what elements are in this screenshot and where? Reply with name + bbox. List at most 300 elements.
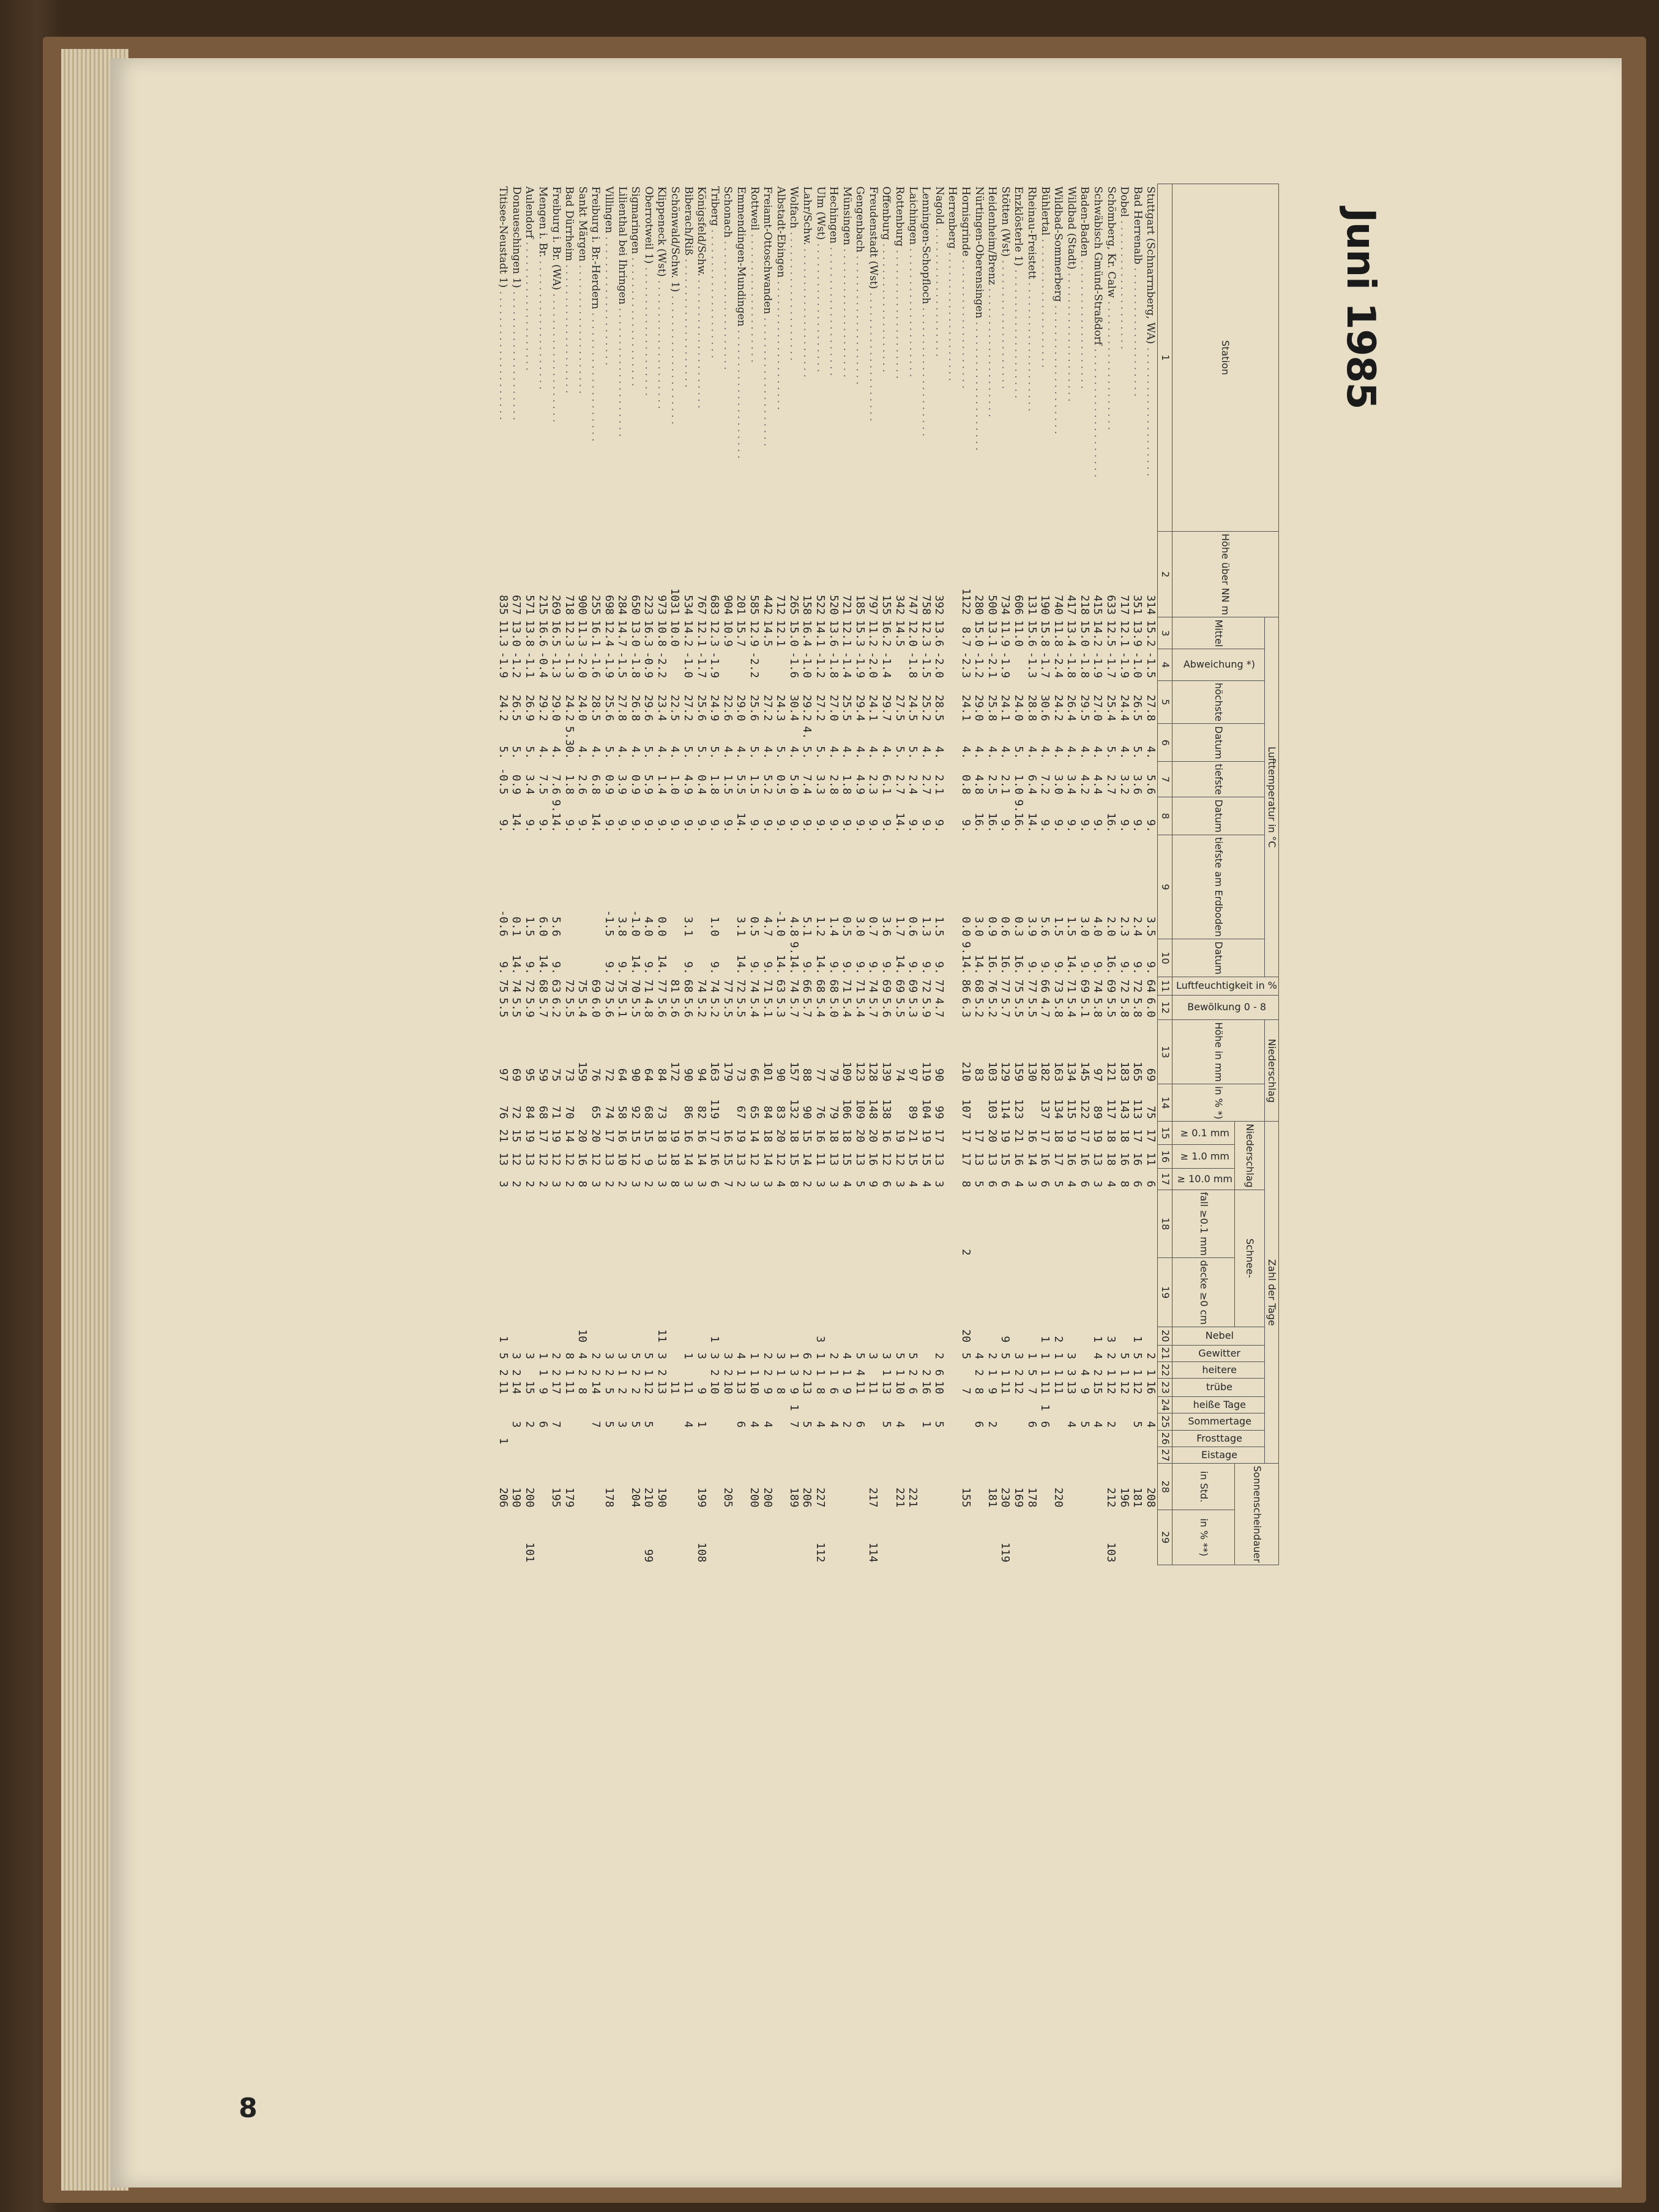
table-cell: 5 bbox=[853, 1180, 867, 1188]
table-cell: 9. bbox=[748, 961, 761, 975]
table-cell: 29.6 bbox=[642, 695, 655, 721]
table-cell bbox=[972, 1190, 986, 1258]
table-cell bbox=[946, 724, 960, 762]
table-cell: 3 bbox=[496, 1180, 510, 1188]
table-cell: 5.8 bbox=[1117, 997, 1131, 1018]
table-cell: 28.5 bbox=[933, 695, 946, 721]
table-cell: 17 bbox=[1051, 1152, 1065, 1166]
table-cell: 9. bbox=[523, 961, 536, 975]
table-cell: 200 bbox=[748, 1488, 761, 1508]
table-cell: 12.4 bbox=[602, 620, 616, 647]
table-cell: 5.5 bbox=[1025, 997, 1038, 1018]
table-cell bbox=[628, 1430, 642, 1447]
table-cell: 9. bbox=[761, 819, 774, 833]
table-cell: 3.1 bbox=[682, 916, 695, 937]
table-cell bbox=[880, 1510, 893, 1565]
table-cell: 9. bbox=[1091, 961, 1105, 975]
table-cell: -1.9 bbox=[602, 651, 616, 679]
table-cell: 4. bbox=[576, 746, 589, 759]
table-cell: 522 bbox=[814, 595, 827, 615]
table-cell bbox=[668, 1447, 682, 1464]
table-row bbox=[616, 184, 629, 1565]
table-cell: 12 bbox=[1105, 1380, 1118, 1395]
table-cell bbox=[536, 1327, 550, 1345]
table-cell: 4.0 bbox=[1091, 916, 1105, 937]
table-cell bbox=[761, 649, 774, 680]
table-cell: 3 bbox=[616, 1421, 629, 1428]
table-cell: 1031 bbox=[668, 588, 682, 615]
table-cell: 5.7 bbox=[999, 997, 1012, 1018]
table-cell: 143 bbox=[1117, 1099, 1131, 1119]
table-cell bbox=[800, 1430, 814, 1447]
table-cell: 71 bbox=[642, 979, 655, 993]
table-cell: 13 bbox=[655, 1380, 668, 1395]
table-cell: 103 bbox=[985, 1099, 999, 1119]
table-cell bbox=[1091, 1510, 1105, 1565]
table-cell: 1 bbox=[1144, 1369, 1157, 1376]
table-cell bbox=[682, 1430, 695, 1447]
table-cell bbox=[695, 939, 708, 977]
table-cell: 4. bbox=[1117, 746, 1131, 759]
table-cell: 5.6 bbox=[602, 997, 616, 1018]
table-cell: 16 bbox=[682, 1129, 695, 1142]
table-cell: 106 bbox=[840, 1099, 854, 1119]
table-cell: 4 bbox=[827, 1421, 840, 1428]
table-cell: 6 bbox=[985, 1180, 999, 1188]
table-cell: 3 bbox=[748, 1180, 761, 1188]
table-cell bbox=[734, 1464, 748, 1510]
table-cell: 12 bbox=[510, 1152, 523, 1166]
table-cell bbox=[576, 1190, 589, 1258]
table-cell: 2 bbox=[985, 1352, 999, 1360]
table-cell bbox=[1131, 1258, 1144, 1327]
table-cell bbox=[999, 1190, 1012, 1258]
zahl-der-tage-header: Zahl der Tage bbox=[1264, 1122, 1278, 1464]
table-cell bbox=[893, 1447, 906, 1464]
table-cell bbox=[959, 1413, 972, 1430]
table-cell: 8 bbox=[774, 1387, 788, 1395]
table-cell: 27.2 bbox=[761, 695, 774, 721]
table-cell bbox=[1131, 1447, 1144, 1464]
table-cell: 2.4 bbox=[1131, 916, 1144, 937]
table-cell: 5.1 bbox=[1078, 997, 1091, 1018]
table-cell: 69 bbox=[510, 1068, 523, 1082]
table-cell: 72 bbox=[734, 979, 748, 993]
table-cell bbox=[840, 1258, 854, 1327]
table-cell bbox=[959, 1510, 972, 1565]
table-cell bbox=[1038, 1190, 1052, 1258]
table-cell: 9. bbox=[616, 819, 629, 833]
table-cell: 64 bbox=[616, 1068, 629, 1082]
table-cell: 4.0 bbox=[642, 916, 655, 937]
table-cell bbox=[668, 649, 682, 680]
table-cell bbox=[800, 1396, 814, 1413]
table-cell: 6 bbox=[1025, 1421, 1038, 1428]
station-name: Aulendorf . . . bbox=[523, 184, 537, 532]
table-cell: 13 bbox=[800, 1380, 814, 1395]
table-cell bbox=[985, 1258, 999, 1327]
table-row bbox=[933, 184, 946, 1565]
table-cell bbox=[589, 1430, 603, 1447]
table-cell: 25.5 bbox=[840, 695, 854, 721]
table-cell: 14. bbox=[734, 813, 748, 833]
table-cell bbox=[840, 1464, 854, 1510]
table-cell: 71 bbox=[853, 979, 867, 993]
table-cell bbox=[523, 1447, 537, 1464]
table-cell: 2 bbox=[602, 1369, 616, 1376]
table-cell: 9. bbox=[523, 819, 536, 833]
table-cell: -1.3 bbox=[562, 651, 576, 679]
table-cell: 1 bbox=[695, 1421, 708, 1428]
table-cell bbox=[827, 1447, 840, 1464]
table-cell: 1 bbox=[774, 1369, 788, 1376]
table-cell: 172 bbox=[668, 1062, 682, 1082]
table-cell: 1.8 bbox=[708, 774, 721, 795]
table-cell: 29.5 bbox=[1078, 695, 1091, 721]
table-cell: 4. bbox=[628, 746, 642, 759]
table-cell: 74 bbox=[1091, 979, 1105, 993]
ns-01-header bbox=[1172, 1122, 1235, 1145]
table-cell: 169 bbox=[1012, 1488, 1025, 1508]
station-name: Hechingen . . . bbox=[827, 184, 840, 532]
table-cell bbox=[748, 1447, 761, 1464]
table-cell: 3.0 bbox=[1051, 774, 1065, 795]
table-cell: 15.0 bbox=[1078, 620, 1091, 647]
table-cell: 68 bbox=[827, 979, 840, 993]
table-cell: 24.0 bbox=[1012, 695, 1025, 721]
table-cell: 20 bbox=[774, 1129, 788, 1142]
table-cell: 5 bbox=[1078, 1421, 1091, 1428]
table-cell: 17 bbox=[959, 1152, 972, 1166]
table-cell: 101 bbox=[761, 1062, 774, 1082]
table-cell: 5.4 bbox=[840, 997, 854, 1018]
table-cell bbox=[721, 1327, 735, 1345]
table-cell: 5. bbox=[510, 746, 523, 759]
table-cell: 10 bbox=[748, 1380, 761, 1395]
table-cell: 11 bbox=[682, 1380, 695, 1395]
table-cell bbox=[946, 1145, 960, 1168]
table-cell: 89 bbox=[906, 1106, 920, 1119]
table-cell: 3 bbox=[787, 1369, 800, 1376]
table-cell: 3.0 bbox=[1078, 916, 1091, 937]
table-cell: 0.9 bbox=[985, 916, 999, 937]
table-cell bbox=[972, 1510, 986, 1565]
table-cell: 16 bbox=[1065, 1152, 1078, 1166]
table-cell: 12.3 bbox=[708, 620, 721, 647]
table-cell: 2 bbox=[642, 1180, 655, 1188]
table-cell: 112 bbox=[814, 1542, 827, 1563]
table-cell: 6.1 bbox=[880, 774, 893, 795]
table-cell: 2 bbox=[562, 1180, 576, 1188]
station-name: Rottenburg . . . bbox=[893, 184, 906, 532]
table-cell bbox=[616, 1258, 629, 1327]
table-cell bbox=[1051, 1510, 1065, 1565]
table-row bbox=[1144, 184, 1158, 1565]
table-cell: 1.2 bbox=[814, 916, 827, 937]
station-name: Villingen . . . bbox=[602, 184, 616, 532]
table-cell: 5. bbox=[748, 746, 761, 759]
table-cell: 73 bbox=[1051, 979, 1065, 993]
datum-header-3: Datum bbox=[1172, 939, 1264, 977]
table-cell: 698 bbox=[602, 595, 616, 615]
table-cell: 3 bbox=[682, 1180, 695, 1188]
table-cell bbox=[893, 1430, 906, 1447]
table-cell: 3 bbox=[814, 1180, 827, 1188]
table-cell bbox=[919, 1464, 933, 1510]
table-cell bbox=[1131, 1430, 1144, 1447]
table-cell: 5 bbox=[602, 1421, 616, 1428]
table-cell: 9.14. bbox=[787, 941, 800, 975]
table-cell: 5.30. bbox=[562, 726, 576, 759]
table-cell: 12.1 bbox=[695, 620, 708, 647]
column-number: 6 bbox=[1158, 724, 1172, 762]
table-cell bbox=[1025, 1510, 1038, 1565]
table-cell: 9. bbox=[708, 819, 721, 833]
table-cell: 71 bbox=[1065, 979, 1078, 993]
table-cell: 1 bbox=[787, 1404, 800, 1411]
table-cell: 5 bbox=[893, 1352, 906, 1360]
table-cell: 14. bbox=[1065, 955, 1078, 975]
table-cell bbox=[682, 1447, 695, 1464]
table-cell: 5. bbox=[642, 746, 655, 759]
table-cell: 68 bbox=[814, 979, 827, 993]
table-cell: -1.0 bbox=[800, 651, 814, 679]
table-cell: 68 bbox=[642, 1106, 655, 1119]
table-cell: 28.8 bbox=[1025, 695, 1038, 721]
table-row bbox=[1038, 184, 1052, 1565]
table-cell: 14.1 bbox=[814, 620, 827, 647]
table-row bbox=[827, 184, 840, 1565]
ns-10-label: ≥ 1.0 mm bbox=[1180, 1150, 1229, 1162]
table-cell: 195 bbox=[550, 1488, 563, 1508]
ns-100-label: ≥ 10.0 mm bbox=[1177, 1172, 1232, 1185]
column-number: 24 bbox=[1158, 1396, 1172, 1413]
table-cell bbox=[946, 1379, 960, 1397]
table-cell bbox=[576, 1258, 589, 1327]
table-cell: 101 bbox=[523, 1542, 536, 1563]
table-cell: 12 bbox=[1131, 1380, 1144, 1395]
table-cell: 14 bbox=[589, 1380, 602, 1395]
table-cell bbox=[1051, 1396, 1065, 1413]
table-cell bbox=[628, 1510, 642, 1565]
table-cell: 1.5 bbox=[933, 916, 946, 937]
table-cell bbox=[510, 1258, 523, 1327]
table-cell: 5.5 bbox=[1012, 997, 1025, 1018]
page-title: Juni 1985 bbox=[1338, 208, 1383, 409]
table-cell: 1.4 bbox=[655, 774, 668, 795]
table-cell: 12 bbox=[748, 1152, 761, 1166]
table-cell: 9. bbox=[550, 961, 563, 975]
sonnenschein-header: Sonnenscheindauer bbox=[1235, 1464, 1279, 1565]
table-cell: 15.0 bbox=[972, 620, 986, 647]
table-cell: -1.5 bbox=[1144, 651, 1157, 679]
table-cell: 1 bbox=[840, 1369, 854, 1376]
table-cell: 1 bbox=[1038, 1352, 1052, 1360]
table-cell: -1.5 bbox=[919, 651, 933, 679]
table-cell bbox=[959, 1258, 972, 1327]
table-cell bbox=[946, 1345, 960, 1361]
station-name: Lenningen-Schopfloch . . . bbox=[919, 184, 933, 532]
table-cell: 9. bbox=[761, 961, 774, 975]
table-row bbox=[946, 184, 960, 1565]
table-cell: 14. bbox=[536, 955, 550, 975]
table-cell: 2 bbox=[496, 1369, 510, 1376]
table-cell: 718 bbox=[562, 595, 576, 615]
climate-table bbox=[496, 184, 1279, 1565]
table-cell: 27.2 bbox=[814, 695, 827, 721]
table-cell: 72 bbox=[510, 1106, 523, 1119]
table-cell: 97 bbox=[496, 1068, 510, 1082]
table-cell: 4. 5. bbox=[800, 726, 814, 759]
table-cell: 4. bbox=[1144, 746, 1157, 759]
table-cell: 5.8 bbox=[1131, 997, 1144, 1018]
table-cell bbox=[668, 1084, 682, 1122]
table-cell: 5 bbox=[628, 1421, 642, 1428]
table-cell: 97 bbox=[1091, 1068, 1105, 1082]
table-cell bbox=[827, 1327, 840, 1345]
station-name: Triberg . . . bbox=[708, 184, 721, 532]
ns-100-header bbox=[1172, 1168, 1235, 1190]
table-cell: 6 bbox=[734, 1421, 748, 1428]
table-cell: 210 bbox=[959, 1062, 972, 1082]
table-cell: 4. bbox=[959, 746, 972, 759]
table-cell bbox=[576, 1084, 589, 1122]
table-cell: 5.5 bbox=[734, 997, 748, 1018]
station-name: Laichingen . . . bbox=[906, 184, 920, 532]
table-cell: 128 bbox=[867, 1062, 880, 1082]
table-cell: 148 bbox=[867, 1099, 880, 1119]
table-cell: 5.2 bbox=[972, 997, 986, 1018]
table-cell bbox=[946, 1020, 960, 1084]
table-cell: 4. bbox=[787, 746, 800, 759]
table-cell: 1122 bbox=[959, 588, 972, 615]
table-cell bbox=[496, 1447, 510, 1464]
table-cell: 107 bbox=[959, 1099, 972, 1119]
hoehe-mm-header: Höhe in mm bbox=[1172, 1020, 1264, 1084]
table-cell: 75 bbox=[1012, 979, 1025, 993]
table-cell: 2.7 bbox=[919, 774, 933, 795]
table-cell: 9. bbox=[800, 819, 814, 833]
table-cell: -1.8 bbox=[628, 651, 642, 679]
table-cell: 1 bbox=[893, 1369, 906, 1376]
table-cell: 103 bbox=[1105, 1542, 1118, 1563]
table-cell bbox=[946, 762, 960, 797]
table-cell: 9. bbox=[1078, 819, 1091, 833]
table-cell bbox=[536, 1510, 550, 1565]
table-cell bbox=[946, 1084, 960, 1122]
station-name: Biberach/Riß . . . bbox=[682, 184, 695, 532]
table-cell: 17 bbox=[1078, 1129, 1091, 1142]
table-cell: 14 bbox=[1025, 1152, 1038, 1166]
table-cell: 3 bbox=[1025, 1180, 1038, 1188]
table-row bbox=[1117, 184, 1131, 1565]
station-name: Sigmaringen . . . bbox=[628, 184, 642, 532]
table-cell: 3.4 bbox=[1065, 774, 1078, 795]
table-cell bbox=[854, 1464, 867, 1510]
table-cell bbox=[708, 1430, 721, 1447]
table-cell: 7.2 bbox=[1038, 774, 1052, 795]
table-cell bbox=[708, 1413, 721, 1430]
table-cell: 15.2 bbox=[1144, 620, 1157, 647]
table-cell: 90 bbox=[682, 1068, 695, 1082]
table-cell: 5.6 bbox=[682, 997, 695, 1018]
table-cell: 16.4 bbox=[800, 620, 814, 647]
table-cell bbox=[959, 1396, 972, 1413]
table-cell bbox=[867, 1258, 880, 1327]
table-cell: 9. bbox=[840, 961, 854, 975]
table-cell: 68 bbox=[536, 1106, 550, 1119]
table-row bbox=[972, 184, 986, 1565]
table-cell: 1.5 bbox=[748, 774, 761, 795]
table-row bbox=[999, 184, 1012, 1565]
table-cell: 1 bbox=[814, 1352, 827, 1360]
table-cell: 30.6 bbox=[1038, 695, 1052, 721]
table-cell bbox=[985, 1430, 999, 1447]
table-cell bbox=[893, 1327, 906, 1345]
table-cell: 1.5 bbox=[1051, 916, 1065, 937]
table-cell: 74 bbox=[708, 979, 721, 993]
table-cell: 12 bbox=[893, 1152, 906, 1166]
table-cell: 9 bbox=[642, 1159, 655, 1166]
table-cell: 0.7 bbox=[867, 916, 880, 937]
table-cell bbox=[496, 1413, 510, 1430]
table-cell: 6 bbox=[1038, 1180, 1052, 1188]
table-cell: 904 bbox=[721, 595, 734, 615]
table-cell: 9. bbox=[853, 961, 867, 975]
table-cell bbox=[668, 1361, 682, 1378]
table-row bbox=[800, 184, 814, 1565]
table-cell: 17 bbox=[708, 1129, 721, 1142]
table-cell: 4. bbox=[840, 746, 854, 759]
table-cell: 74 bbox=[748, 979, 761, 993]
table-cell: 14. bbox=[893, 813, 906, 833]
table-cell: 5.4 bbox=[576, 997, 589, 1018]
table-cell: 4 bbox=[1012, 1180, 1025, 1188]
table-cell: 1 bbox=[1025, 1352, 1038, 1360]
table-cell bbox=[1131, 1396, 1144, 1413]
table-cell: 24.4 bbox=[1117, 695, 1131, 721]
table-cell: 10 bbox=[893, 1380, 906, 1395]
table-cell: 113 bbox=[1131, 1099, 1144, 1119]
table-cell: 4.7 bbox=[761, 916, 774, 937]
table-cell bbox=[602, 1396, 616, 1413]
table-cell: 6 bbox=[999, 1180, 1012, 1188]
table-cell bbox=[827, 1396, 840, 1413]
table-cell bbox=[946, 797, 960, 835]
table-cell: 6.4 bbox=[1025, 774, 1038, 795]
table-cell bbox=[800, 1327, 814, 1345]
table-cell: 5.4 bbox=[853, 997, 867, 1018]
table-cell: 5 bbox=[906, 1352, 920, 1360]
table-cell: 9. bbox=[682, 961, 695, 975]
table-cell bbox=[946, 1361, 960, 1378]
table-cell: 11 bbox=[999, 1380, 1012, 1395]
table-cell bbox=[814, 1258, 827, 1327]
table-row bbox=[748, 184, 761, 1565]
table-cell bbox=[867, 1361, 880, 1378]
table-cell: 6 bbox=[1144, 1180, 1157, 1188]
table-cell bbox=[1065, 1258, 1078, 1327]
table-cell: 90 bbox=[774, 1068, 788, 1082]
table-cell: 5.1 bbox=[761, 997, 774, 1018]
column-number: 3 bbox=[1158, 617, 1172, 649]
table-cell bbox=[628, 1258, 642, 1327]
table-cell bbox=[827, 1258, 840, 1327]
table-cell: 5.4 bbox=[1065, 997, 1078, 1018]
table-cell: 17 bbox=[602, 1129, 616, 1142]
table-cell bbox=[1117, 1447, 1131, 1464]
table-cell bbox=[959, 1430, 972, 1447]
